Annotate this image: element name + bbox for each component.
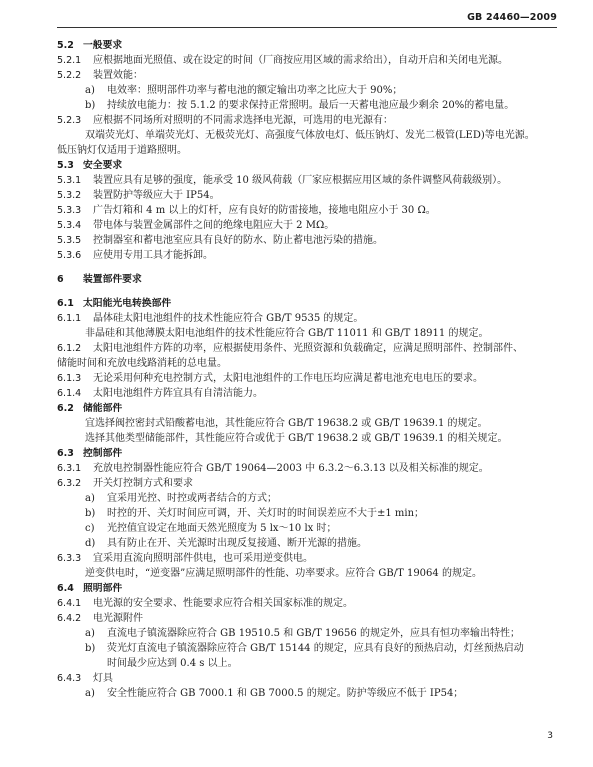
clause-text: 选择其他类型储能部件，其性能应符合或优于 GB/T 19638.2 或 GB/T 19639.1 的相关规定。 (85, 433, 508, 444)
clause-line (57, 656, 563, 671)
clause-text: 宜采用光控、时控或两者结合的方式； (107, 493, 277, 504)
clause-text: 时控的开、关灯时间应可调，开、关灯时的时间误差应不大于±1 min； (107, 508, 425, 519)
clause-number: 6.3.2 (57, 478, 82, 489)
clause-number: 5.3.4 (57, 220, 82, 231)
clause-line (57, 551, 563, 566)
clause-text: 储能部件 (83, 403, 123, 414)
list-label: b) (85, 508, 96, 519)
document-code: GB 24460—2009 (467, 12, 557, 23)
list-label: a) (85, 628, 95, 639)
clause-text: 控制部件 (83, 448, 123, 459)
clause-number: 6.4.2 (57, 613, 82, 624)
clause-line (57, 356, 563, 371)
clause-line (57, 248, 563, 263)
clause-number: 6 (57, 274, 64, 285)
clause-text: 灯具 (93, 673, 113, 684)
clause-line (57, 143, 563, 158)
clause-number: 5.3 (57, 160, 74, 171)
clause-number: 5.2.3 (57, 115, 82, 126)
clause-text: 装置部件要求 (83, 274, 142, 285)
list-label: b) (85, 100, 96, 111)
section-heading (57, 446, 563, 461)
clause-text: 储能时间和充放电线路消耗的总电量。 (57, 358, 227, 369)
clause-line (57, 416, 563, 431)
clause-text: 安全性能应符合 GB 7000.1 和 GB 7000.5 的规定。防护等级应不低于 IP54； (107, 688, 464, 699)
clause-number: 6.1.3 (57, 373, 82, 384)
clause-text: 太阳能光电转换部件 (83, 298, 172, 309)
clause-number: 6.1.1 (57, 313, 82, 324)
clause-text: 太阳电池组件方阵宜具有自清洁能力。 (93, 388, 263, 399)
clause-line (57, 521, 563, 536)
clause-text: 应使用专用工具才能拆卸。 (93, 250, 213, 261)
clause-line (57, 218, 563, 233)
page-number: 3 (547, 731, 553, 741)
header-rule (57, 27, 557, 28)
section-heading (57, 581, 563, 596)
clause-number: 6.3.1 (57, 463, 82, 474)
clause-number: 6.1.2 (57, 343, 82, 354)
document-body (57, 38, 563, 701)
list-label: b) (85, 643, 96, 654)
clause-line (57, 566, 563, 581)
clause-number: 6.3.3 (57, 553, 82, 564)
clause-text: 宜选择阀控密封式铅酸蓄电池，其性能应符合 GB/T 19638.2 或 GB/T 19639.1 的规定。 (85, 418, 488, 429)
clause-line (57, 461, 563, 476)
section-heading (57, 38, 563, 53)
clause-line (57, 341, 563, 356)
clause-text: 太阳电池组件方阵的功率，应根据使用条件、光照资源和负载确定，应满足照明部件、控制部件、 (93, 343, 523, 354)
clause-text: 时间最少应达到 0.4 s 以上。 (107, 658, 238, 669)
clause-number: 5.3.6 (57, 250, 82, 261)
clause-line (57, 626, 563, 641)
clause-text: 带电体与装置金属部件之间的绝缘电阻应大于 2 MΩ。 (93, 220, 335, 231)
section-heading (57, 272, 563, 287)
clause-number: 6.4 (57, 583, 74, 594)
clause-line (57, 326, 563, 341)
clause-line (57, 371, 563, 386)
clause-line (57, 188, 563, 203)
clause-line (57, 686, 563, 701)
clause-line (57, 671, 563, 686)
clause-text: 逆变供电时，“逆变器”应满足照明部件的性能、功率要求。应符合 GB/T 19064 的规定。 (85, 568, 482, 579)
clause-line (57, 596, 563, 611)
clause-line (57, 98, 563, 113)
section-gap (57, 287, 563, 296)
clause-number: 5.3.5 (57, 235, 82, 246)
clause-number: 6.1.4 (57, 388, 82, 399)
clause-number: 6.4.3 (57, 673, 82, 684)
clause-text: 装置应具有足够的强度，能承受 10 级风荷载（厂家应根据应用区域的条件调整风荷载级别）。 (93, 175, 508, 186)
clause-line (57, 83, 563, 98)
clause-text: 直流电子镇流器除应符合 GB 19510.5 和 GB/T 19656 的规定外，应具有恒功率输出特性； (107, 628, 520, 639)
clause-text: 非晶硅和其他薄膜太阳电池组件的技术性能应符合 GB/T 11011 和 GB/T 18911 的规定。 (85, 328, 489, 339)
list-label: a) (85, 493, 95, 504)
clause-line (57, 53, 563, 68)
clause-text: 具有防止在开、关光源时出现反复接通、断开光源的措施。 (107, 538, 367, 549)
clause-text: 照明部件 (83, 583, 123, 594)
clause-line (57, 113, 563, 128)
clause-text: 电效率：照明部件功率与蓄电池的额定输出功率之比应大于 90%； (107, 85, 403, 96)
clause-line (57, 476, 563, 491)
clause-text: 晶体硅太阳电池组件的技术性能应符合 GB/T 9535 的规定。 (93, 313, 364, 324)
clause-line (57, 203, 563, 218)
clause-text: 电光源附件 (93, 613, 143, 624)
clause-line (57, 233, 563, 248)
clause-text: 装置防护等级应大于 IP54。 (93, 190, 220, 201)
clause-text: 一般要求 (83, 40, 123, 51)
clause-line (57, 386, 563, 401)
list-label: d) (85, 538, 96, 549)
clause-text: 双端荧光灯、单端荧光灯、无极荧光灯、高强度气体放电灯、低压钠灯、发光二极管(LED)等电光源。 (85, 130, 535, 141)
clause-number: 6.3 (57, 448, 74, 459)
clause-line (57, 611, 563, 626)
clause-text: 安全要求 (83, 160, 123, 171)
clause-text: 控制器室和蓄电池室应具有良好的防水、防止蓄电池污染的措施。 (93, 235, 383, 246)
clause-number: 6.4.1 (57, 598, 82, 609)
list-label: a) (85, 85, 95, 96)
clause-number: 5.2.2 (57, 70, 82, 81)
clause-text: 荧光灯直流电子镇流器除应符合 GB/T 15144 的规定，应具有良好的预热启动，灯丝预热启动 (107, 643, 524, 654)
clause-text: 光控值宜设定在地面天然光照度为 5 lx～10 lx 时； (107, 523, 337, 534)
list-label: c) (85, 523, 95, 534)
list-label: a) (85, 688, 95, 699)
section-heading (57, 158, 563, 173)
clause-line (57, 641, 563, 656)
clause-number: 6.1 (57, 298, 74, 309)
clause-line (57, 173, 563, 188)
clause-line (57, 536, 563, 551)
clause-text: 无论采用何种充电控制方式，太阳电池组件的工作电压均应满足蓄电池充电电压的要求。 (93, 373, 483, 384)
section-heading (57, 296, 563, 311)
section-gap (57, 263, 563, 272)
clause-line (57, 506, 563, 521)
clause-text: 装置效能： (93, 70, 143, 81)
clause-text: 持续放电能力：按 5.1.2 的要求保持正常照明。最后一天蓄电池应最少剩余 20%的蓄电量。 (107, 100, 515, 111)
clause-text: 广告灯箱和 4 m 以上的灯杆，应有良好的防雷接地，接地电阻应小于 30 Ω。 (93, 205, 436, 216)
clause-number: 5.3.2 (57, 190, 82, 201)
clause-number: 5.2.1 (57, 55, 82, 66)
clause-text: 应根据地面光照值、或在设定的时间（厂商按应用区域的需求给出），自动开启和关闭电光源。 (93, 55, 508, 66)
clause-text: 开关灯控制方式和要求 (93, 478, 193, 489)
clause-text: 电光源的安全要求、性能要求应符合相关国家标准的规定。 (93, 598, 353, 609)
section-heading (57, 401, 563, 416)
clause-text: 充放电控制器性能应符合 GB/T 19064—2003 中 6.3.2～6.3.13 以及相关标准的规定。 (93, 463, 489, 474)
clause-number: 5.3.1 (57, 175, 82, 186)
clause-line (57, 431, 563, 446)
clause-number: 5.2 (57, 40, 74, 51)
clause-text: 应根据不同场所对照明的不同需求选择电光源，可选用的电光源有： (93, 115, 393, 126)
clause-line (57, 311, 563, 326)
clause-line (57, 128, 563, 143)
clause-text: 低压钠灯仅适用于道路照明。 (57, 145, 187, 156)
clause-text: 宜采用直流向照明部件供电，也可采用逆变供电。 (93, 553, 313, 564)
clause-number: 5.3.3 (57, 205, 82, 216)
clause-line (57, 491, 563, 506)
clause-number: 6.2 (57, 403, 74, 414)
clause-line (57, 68, 563, 83)
